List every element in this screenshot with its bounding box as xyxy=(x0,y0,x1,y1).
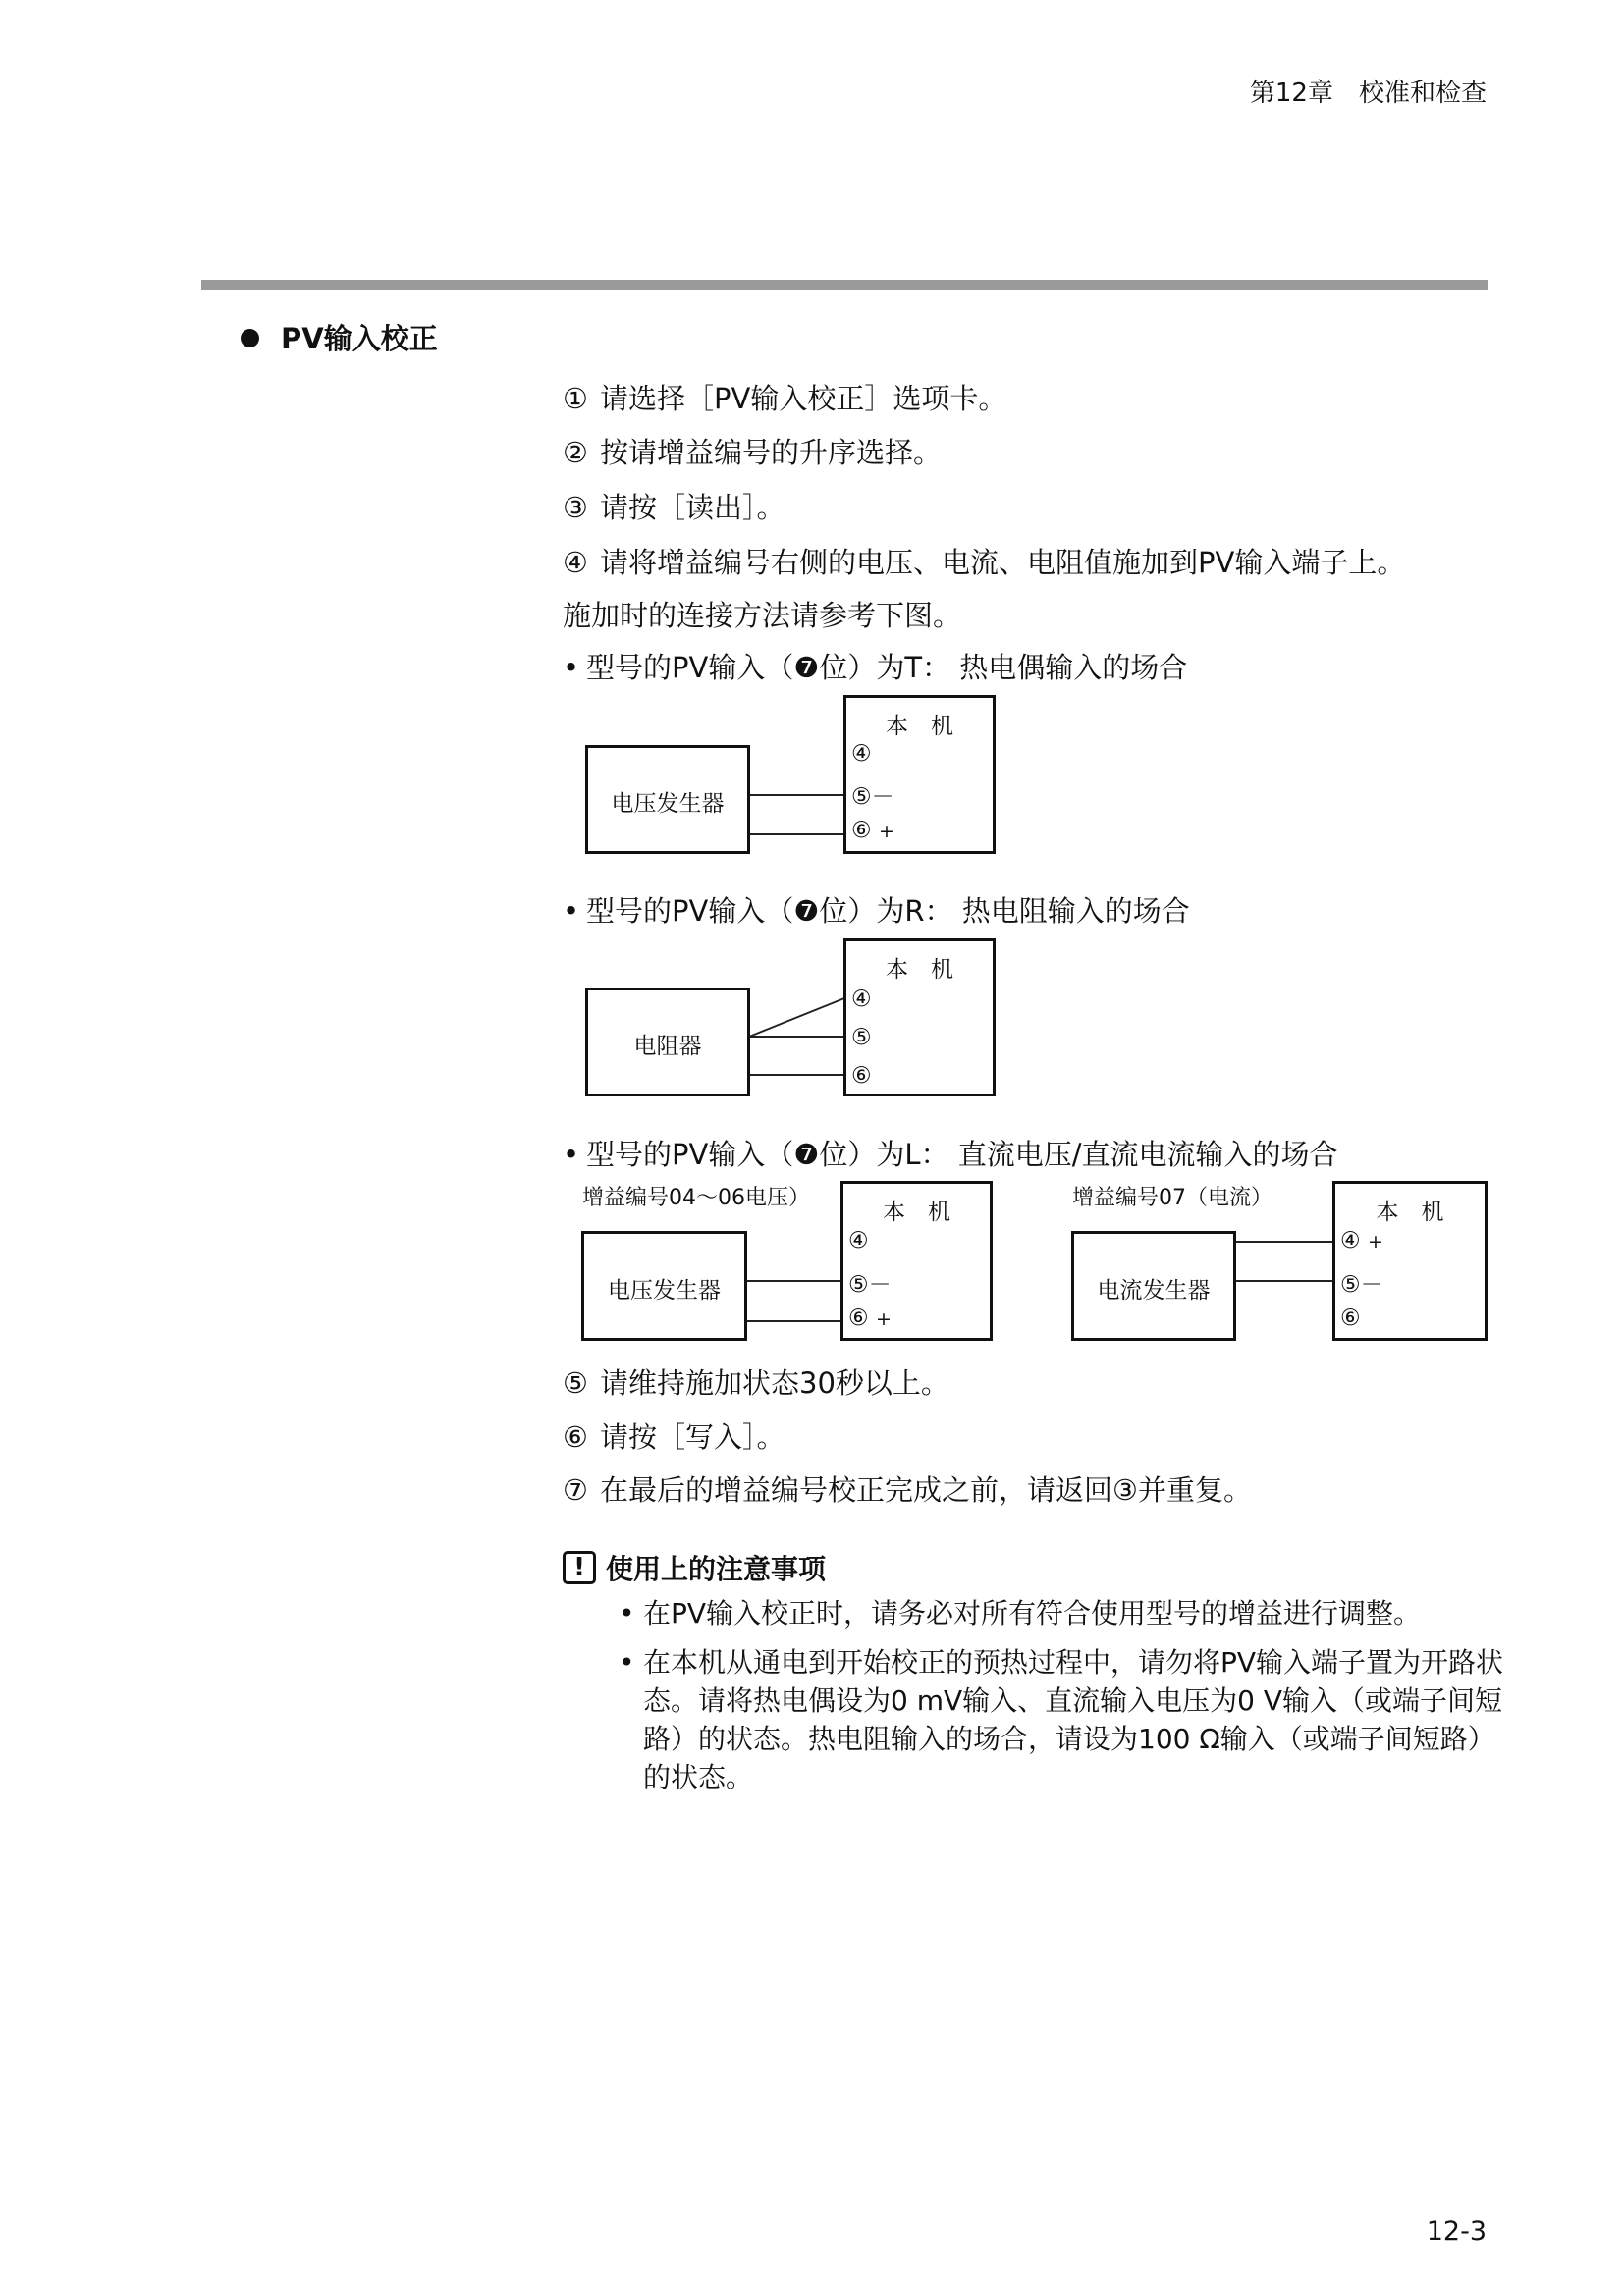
exclamation-icon: ! xyxy=(563,1551,596,1584)
caution-heading xyxy=(563,1548,826,1587)
terminal-5: ⑤－ xyxy=(851,784,894,810)
resistor-box: 电阻器 xyxy=(585,988,750,1096)
chapter-title: 校准和检查 xyxy=(1358,79,1487,108)
unit-box: 本 机 ④ ⑤－ ⑥ + xyxy=(843,695,996,854)
wire-r-4 xyxy=(749,998,844,1037)
gain-current-label: 增益编号07（电流） xyxy=(1072,1186,1272,1210)
caution-item: • 在本机从通电到开始校正的预热过程中，请勿将PV输入端子置为开路状态。请将热电偶设为0 mV输入、直流输入电压为0 V输入（或端子间短路）的状态。热电阻输入的场合，请设为100 Ω输入（或端子间短路）的状态。 xyxy=(619,1646,1504,1793)
unit-box: 本 机 ④ + ⑤－ ⑥ xyxy=(1332,1181,1488,1341)
terminal-5: ⑤－ xyxy=(1340,1272,1383,1298)
case-thermocouple: • 型号的PV输入（❼位）为T： 热电偶输入的场合 xyxy=(563,651,1188,684)
terminal-4: ④ xyxy=(848,1228,869,1254)
connection-note: 施加时的连接方法请参考下图。 xyxy=(563,599,962,632)
page-number: 12-3 xyxy=(1426,2216,1487,2247)
step-2: ② 按请增益编号的升序选择。 xyxy=(563,436,943,469)
step-5: ⑤ 请维持施加状态30秒以上。 xyxy=(563,1366,949,1400)
section-title-text: PV输入校正 xyxy=(281,322,438,355)
current-generator-box: 电流发生器 xyxy=(1071,1231,1236,1341)
terminal-5: ⑤ xyxy=(851,1025,872,1050)
caution-title: 使用上的注意事项 xyxy=(606,1553,827,1585)
step-7: ⑦ 在最后的增益编号校正完成之前，请返回③并重复。 xyxy=(563,1473,1252,1507)
terminal-6: ⑥ xyxy=(851,1063,872,1089)
terminal-4: ④ xyxy=(851,741,872,767)
caution-item: • 在PV输入校正时，请务必对所有符合使用型号的增益进行调整。 xyxy=(619,1597,1422,1629)
step-6: ⑥ 请按［写入］。 xyxy=(563,1420,785,1454)
voltage-generator-box: 电压发生器 xyxy=(585,745,750,854)
step-4: ④ 请将增益编号右侧的电压、电流、电阻值施加到PV输入端子上。 xyxy=(563,546,1406,579)
terminal-5: ⑤－ xyxy=(848,1272,892,1298)
terminal-6: ⑥ + xyxy=(851,818,894,843)
step-1: ① 请选择［PV输入校正］选项卡。 xyxy=(563,382,1007,415)
voltage-generator-box: 电压发生器 xyxy=(581,1231,747,1341)
terminal-4: ④ + xyxy=(1340,1228,1383,1254)
case-dc: • 型号的PV输入（❼位）为L： 直流电压/直流电流输入的场合 xyxy=(563,1138,1338,1171)
step-3: ③ 请按［读出］。 xyxy=(563,491,785,524)
terminal-6: ⑥ xyxy=(1340,1306,1361,1331)
unit-box: 本 机 ④ ⑤－ ⑥ + xyxy=(840,1181,993,1341)
terminal-4: ④ xyxy=(851,987,872,1012)
terminal-6: ⑥ + xyxy=(848,1306,892,1331)
case-rtd: • 型号的PV输入（❼位）为R： 热电阻输入的场合 xyxy=(563,894,1190,928)
chapter-number: 第12章 xyxy=(1249,79,1333,108)
gain-voltage-label: 增益编号04～06电压） xyxy=(582,1186,810,1210)
unit-box: 本 机 ④ ⑤ ⑥ xyxy=(843,938,996,1096)
